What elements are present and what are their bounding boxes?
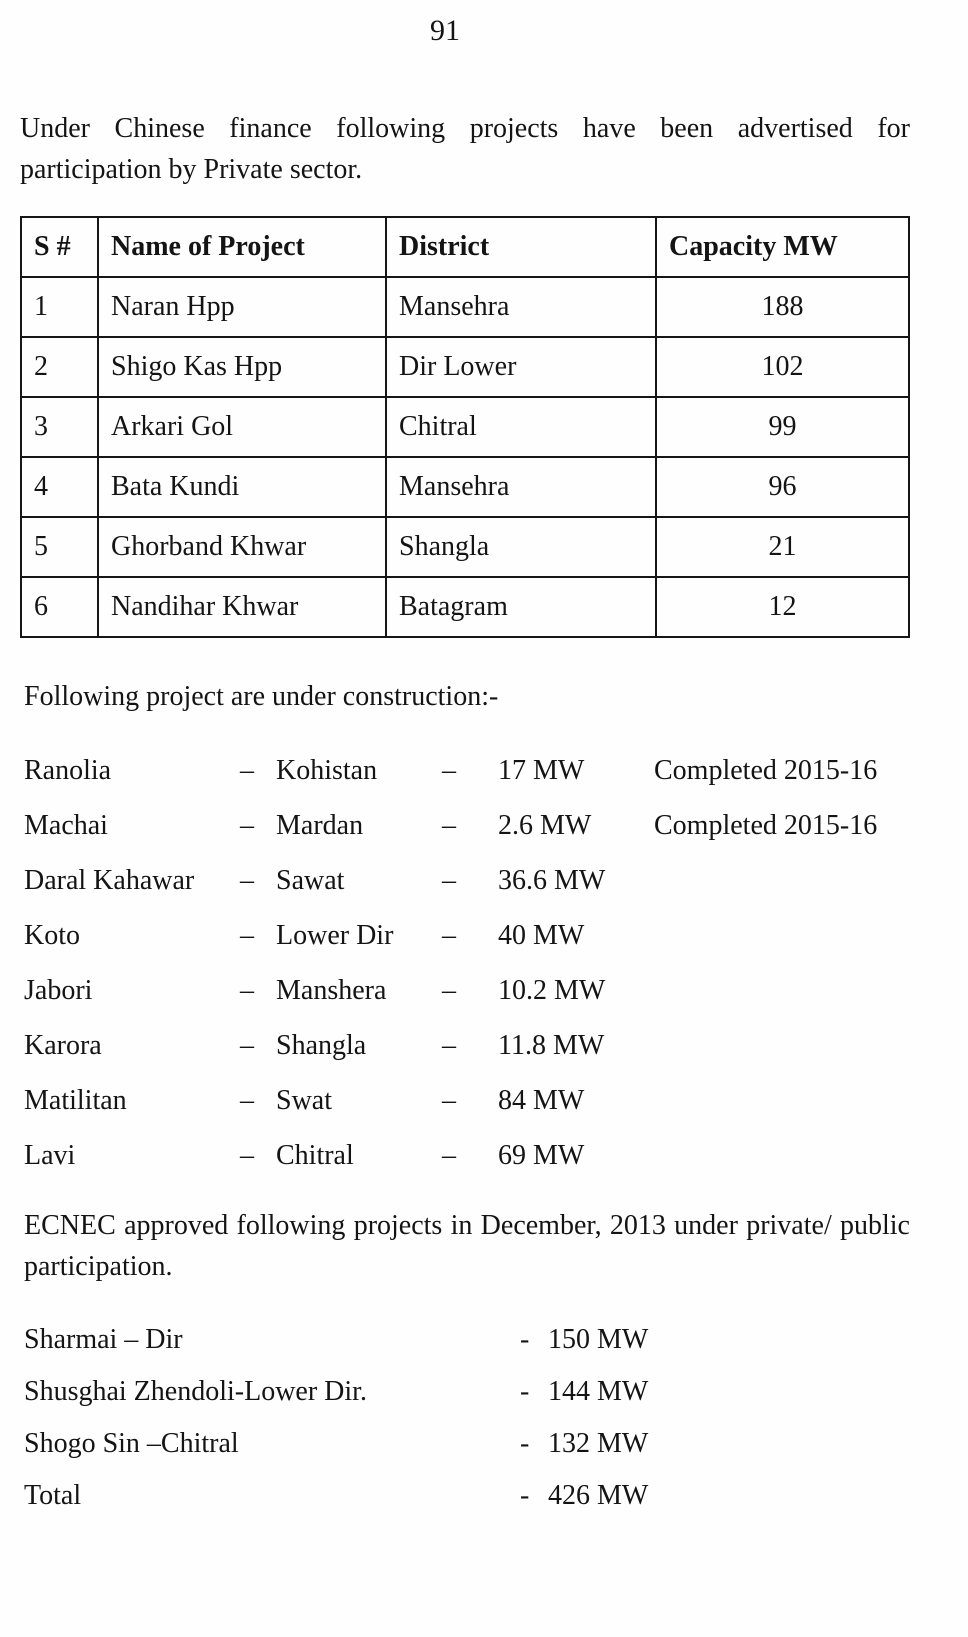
header-name: Name of Project	[98, 217, 386, 277]
project-district: Manshera	[276, 975, 387, 1006]
project-capacity: 132 MW	[548, 1428, 649, 1459]
cell-name: Shigo Kas Hpp	[98, 337, 386, 397]
project-district: Shangla	[276, 1030, 367, 1061]
cell-serial: 5	[21, 517, 98, 577]
cell-name: Naran Hpp	[98, 277, 386, 337]
project-name: Jabori	[24, 975, 93, 1006]
project-note	[654, 1029, 910, 1063]
project-note: Completed 2015-16	[654, 755, 878, 786]
dash-separator: –	[442, 975, 456, 1006]
ecnec-row	[24, 1427, 910, 1461]
hyphen-separator: -	[520, 1376, 530, 1407]
project-note	[654, 864, 910, 898]
dash-separator: –	[240, 975, 254, 1006]
cell-serial: 4	[21, 457, 98, 517]
ecnec-row	[24, 1375, 910, 1409]
table-header-row	[21, 217, 909, 277]
projects-table	[20, 216, 910, 638]
construction-row	[24, 974, 910, 1008]
project-name: Ranolia	[24, 755, 112, 786]
total-label: Total	[24, 1480, 82, 1511]
project-name: Sharmai – Dir	[24, 1324, 183, 1355]
project-capacity: 69 MW	[498, 1140, 585, 1171]
construction-row	[24, 864, 910, 898]
cell-serial: 3	[21, 397, 98, 457]
hyphen-separator: -	[520, 1324, 530, 1355]
project-name: Shogo Sin –Chitral	[24, 1428, 239, 1459]
dash-separator: –	[442, 1030, 456, 1061]
construction-row	[24, 754, 910, 788]
project-name: Karora	[24, 1030, 102, 1061]
project-name: Lavi	[24, 1140, 76, 1171]
construction-heading: Following project are under construction:-	[24, 681, 499, 712]
project-capacity: 10.2 MW	[498, 975, 606, 1006]
dash-separator: –	[442, 865, 456, 896]
project-capacity: 2.6 MW	[498, 810, 592, 841]
construction-row	[24, 1139, 910, 1173]
dash-separator: –	[240, 810, 254, 841]
cell-serial: 2	[21, 337, 98, 397]
project-district: Lower Dir	[276, 920, 394, 951]
table-row	[21, 337, 909, 397]
construction-row	[24, 809, 910, 843]
construction-list	[24, 754, 910, 1173]
table-row	[21, 577, 909, 637]
cell-name: Arkari Gol	[98, 397, 386, 457]
cell-capacity: 188	[656, 277, 909, 337]
header-capacity: Capacity MW	[656, 217, 909, 277]
dash-separator: –	[240, 920, 254, 951]
project-district: Swat	[276, 1085, 332, 1116]
project-name: Matilitan	[24, 1085, 127, 1116]
ecnec-list	[24, 1323, 910, 1513]
cell-district: Mansehra	[386, 457, 656, 517]
project-name: Daral Kahawar	[24, 865, 195, 896]
dash-separator: –	[240, 865, 254, 896]
ecnec-row	[24, 1479, 910, 1513]
construction-row	[24, 1084, 910, 1118]
cell-district: Dir Lower	[386, 337, 656, 397]
project-name: Machai	[24, 810, 108, 841]
project-name: Koto	[24, 920, 80, 951]
project-capacity: 40 MW	[498, 920, 585, 951]
project-district: Sawat	[276, 865, 345, 896]
page-number: 91	[430, 14, 460, 47]
construction-row	[24, 1029, 910, 1063]
cell-district: Mansehra	[386, 277, 656, 337]
dash-separator: –	[442, 920, 456, 951]
dash-separator: –	[240, 1030, 254, 1061]
project-capacity: 36.6 MW	[498, 865, 606, 896]
project-district: Mardan	[276, 810, 364, 841]
project-capacity: 144 MW	[548, 1376, 649, 1407]
project-district: Chitral	[276, 1140, 354, 1171]
dash-separator: –	[442, 810, 456, 841]
cell-capacity: 99	[656, 397, 909, 457]
cell-name: Bata Kundi	[98, 457, 386, 517]
cell-capacity: 96	[656, 457, 909, 517]
cell-serial: 1	[21, 277, 98, 337]
project-note	[654, 974, 910, 1008]
cell-serial: 6	[21, 577, 98, 637]
project-name: Shusghai Zhendoli-Lower Dir.	[24, 1376, 367, 1407]
project-capacity: 84 MW	[498, 1085, 585, 1116]
project-district: Kohistan	[276, 755, 378, 786]
ecnec-row	[24, 1323, 910, 1357]
total-capacity: 426 MW	[548, 1480, 649, 1511]
construction-row	[24, 919, 910, 953]
cell-capacity: 102	[656, 337, 909, 397]
cell-name: Nandihar Khwar	[98, 577, 386, 637]
table-row	[21, 277, 909, 337]
ecnec-paragraph: ECNEC approved following projects in December, 2013 under private/ public participation.	[24, 1210, 910, 1282]
cell-name: Ghorband Khwar	[98, 517, 386, 577]
hyphen-separator: -	[520, 1428, 530, 1459]
dash-separator: –	[442, 1140, 456, 1171]
cell-capacity: 21	[656, 517, 909, 577]
project-note	[654, 1084, 910, 1118]
table-row	[21, 457, 909, 517]
table-row	[21, 397, 909, 457]
project-capacity: 150 MW	[548, 1324, 649, 1355]
hyphen-separator: -	[520, 1480, 530, 1511]
project-capacity: 17 MW	[498, 755, 585, 786]
cell-district: Batagram	[386, 577, 656, 637]
project-capacity: 11.8 MW	[498, 1030, 605, 1061]
dash-separator: –	[240, 755, 254, 786]
project-note	[654, 1139, 910, 1173]
dash-separator: –	[442, 755, 456, 786]
cell-district: Shangla	[386, 517, 656, 577]
cell-district: Chitral	[386, 397, 656, 457]
cell-capacity: 12	[656, 577, 909, 637]
header-district: District	[386, 217, 656, 277]
dash-separator: –	[442, 1085, 456, 1116]
project-note: Completed 2015-16	[654, 810, 878, 841]
table-row	[21, 517, 909, 577]
intro-paragraph: Under Chinese finance following projects have been advertised for participation by Private sector.	[20, 113, 910, 185]
dash-separator: –	[240, 1140, 254, 1171]
dash-separator: –	[240, 1085, 254, 1116]
project-note	[654, 919, 910, 953]
header-serial: S #	[21, 217, 98, 277]
